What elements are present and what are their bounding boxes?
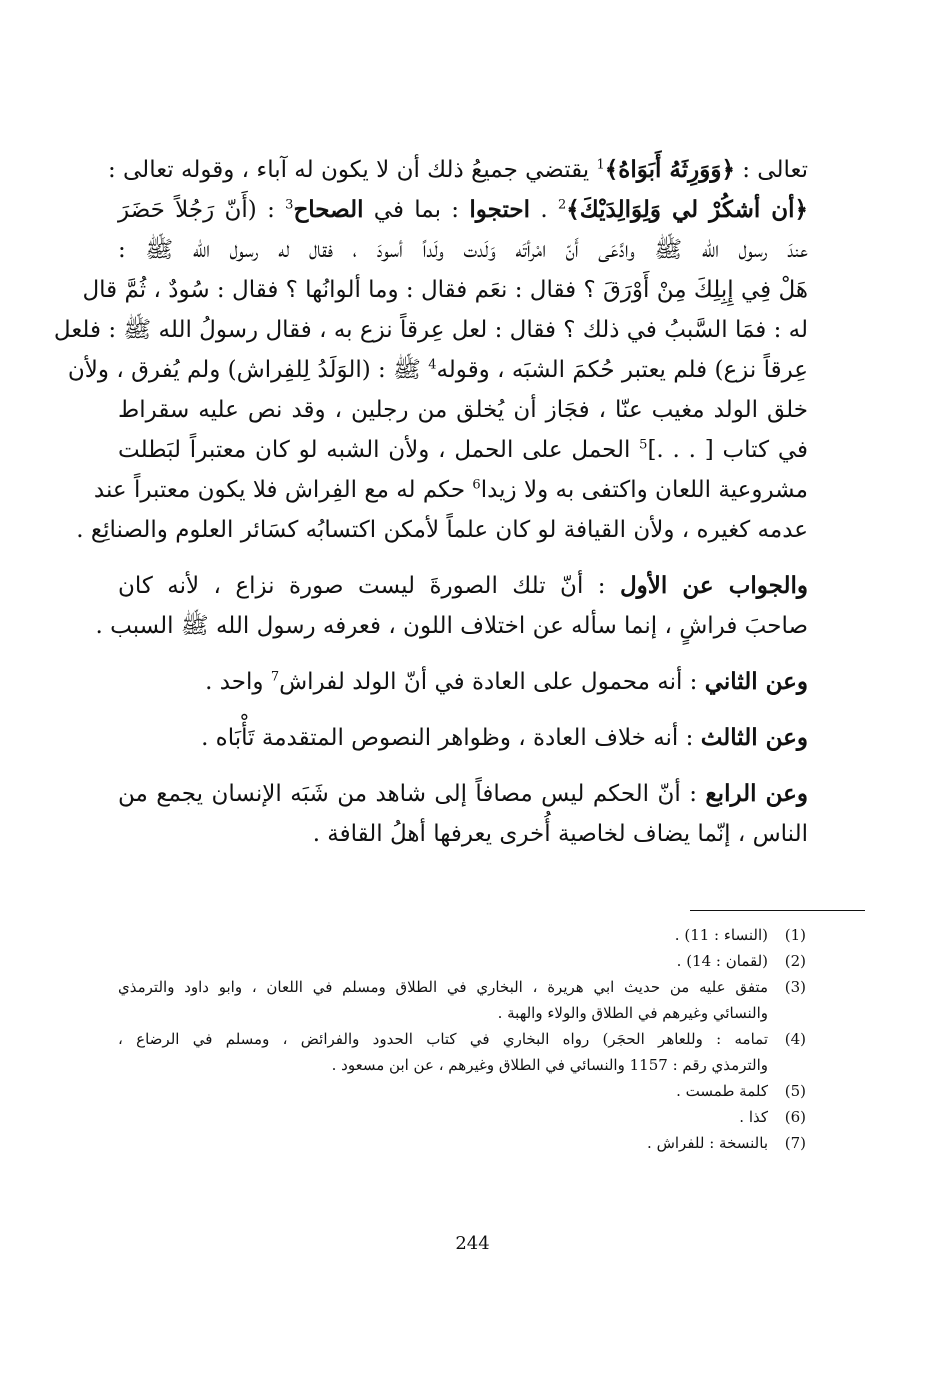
text-line: له : فمَا السَّببُ في ذلك ؟ فقال : لعل عِرقاً نزع به ، فقال رسولُ الله ﷺ : فلعل — [53, 317, 808, 343]
footnote-number: (3) — [784, 978, 806, 996]
footnote — [118, 1130, 808, 1156]
answer-heading: وعن الثالث — [700, 724, 808, 751]
text-line: في كتاب [ . . .]$^5$ الحمل على الحمل ، ولأن الشبه لو كان معتبراً لبَطلت — [118, 437, 808, 463]
footnote-number: (4) — [784, 1030, 806, 1048]
text-line: ﴿أن أشكُرْ لي وَلِوَالِدَيْكَ﴾$^2$ . احتجوا : بما في الصحاح$^3$ : (أَنّ رَجُلاً حَضَرَ — [118, 196, 808, 223]
footnote-number: (7) — [784, 1134, 806, 1152]
text-line: وعن الثاني : أنه محمول على العادة في أنّ الولد لفراش$^7$ واحد . — [205, 668, 808, 695]
answer-heading: وعن الثاني — [704, 668, 808, 695]
text-line: تعالى : ﴿وَوَرِثَهُ أَبَوَاهُ﴾$^1$ يقتضي جميعُ ذلك أن لا يكون له آباء ، وقوله تعالى : — [107, 156, 808, 183]
footnote — [118, 1078, 808, 1104]
footnote — [118, 1026, 808, 1078]
footnote-text: متفق عليه من حديث ابي هريرة ، البخاري في الطلاق ومسلم في اللعان ، وابو داود والترمذي — [118, 978, 768, 996]
footnote — [118, 1104, 808, 1130]
answer-heading: والجواب عن الأول — [619, 572, 808, 599]
text-line: وعن الرابع : أنّ الحكم ليس مصافاً إلى شاهد من شَبَه الإنسان يجمع من — [118, 780, 809, 807]
footnote-text: والترمذي رقم : 1157 والنسائي في الطلاق وغيرهم ، عن ابن مسعود . — [331, 1056, 768, 1074]
text-line: الناس ، إنّما يضاف لخاصية أُخرى يعرفها أهلُ القافة . — [312, 821, 808, 847]
text-line: عندَ رسول الله ﷺ وادَّعَى أَنّ امْرأتَه وَلَدت ولَداً أسودَ ، فقال له رسول الله ﷺ : — [118, 237, 808, 263]
text-line: صاحبَ فراشٍ ، إنما سأله عن اختلاف اللون ، فعرفه رسول الله ﷺ السبب . — [95, 613, 808, 639]
footnote-text: كلمة طمست . — [676, 1082, 768, 1100]
footnote-text: بالنسخة : للفراش . — [647, 1134, 768, 1152]
footnote-divider — [690, 910, 865, 911]
footnote-number: (5) — [784, 1082, 806, 1100]
text-line: مشروعية اللعان واكتفى به ولا زيدا$^6$ حكم له مع الفِراش فلا يكون معتبراً عند — [93, 477, 808, 503]
footnote-text: تمامه : وللعاهر الحجَر) رواه البخاري في كتاب الحدود والفرائض ، ومسلم في الرضاع ، — [118, 1030, 768, 1048]
text-line: عِرقاً نزع) فلم يعتبر حُكمَ الشبَه ، وقوله$^4$ ﷺ : (الوَلَدُ لِلفِراش) ولم يُفرق ، ولأن — [67, 357, 808, 383]
main-text — [53, 150, 809, 854]
page-number: 244 — [455, 1233, 490, 1254]
text-line: عدمه كغيره ، ولأن القيافة لو كان علماً لأمكن اكتسابُه كسَائر العلوم والصنائِع . — [76, 517, 808, 543]
footnote-text: (النساء : 11) . — [674, 926, 768, 944]
footnote-number: (2) — [784, 952, 806, 970]
answer-heading: وعن الرابع — [705, 780, 809, 807]
footnote-text: والنسائي وغيرهم في الطلاق والولاء والهبة . — [497, 1004, 768, 1022]
footnotes — [118, 922, 808, 1156]
footnote-number: (1) — [784, 926, 806, 944]
text-line: والجواب عن الأول : أنّ تلك الصورةَ ليست صورة نزاع ، لأنه كان — [118, 572, 808, 599]
footnote-number: (6) — [784, 1108, 806, 1126]
text-line: خلق الولد مغيب عنّا ، فجَاز أن يُخلق من رجلين ، وقد نص عليه سقراط — [118, 397, 808, 423]
footnote-text: كذا . — [739, 1108, 768, 1126]
footnote — [118, 948, 808, 974]
text-line: هَلْ فِي إِبِلِكَ مِنْ أَوْرَقَ ؟ فقال : نعَم فقال : وما ألوانُها ؟ فقال : سُودٌ ، ثُمَّ قال — [82, 277, 808, 303]
text-line: وعن الثالث : أنه خلاف العادة ، وظواهر النصوص المتقدمة تَأْبَاه . — [201, 724, 808, 751]
footnote — [118, 974, 808, 1026]
footnote-text: (لقمان : 14) . — [676, 952, 768, 970]
footnote — [118, 922, 808, 948]
